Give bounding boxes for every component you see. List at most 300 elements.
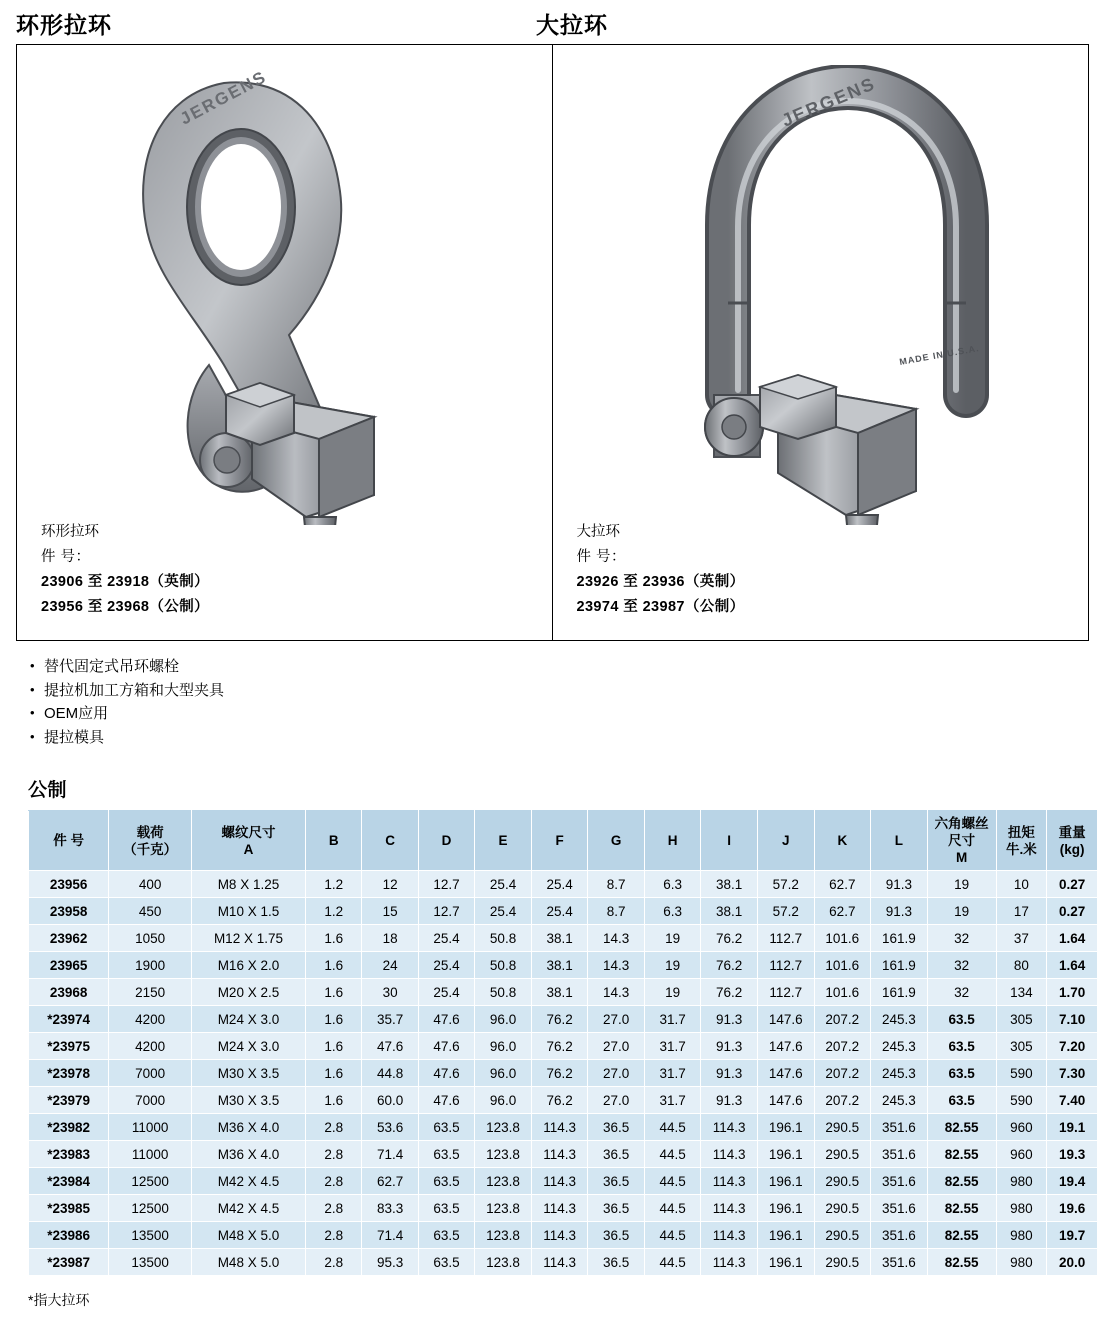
- cell-hex-size: 82.55: [927, 1222, 996, 1249]
- cell-dim-b: 2.8: [306, 1114, 362, 1141]
- th-thread-size: 螺纹尺寸 A: [191, 811, 305, 871]
- cell-dim-i: 114.3: [701, 1222, 758, 1249]
- cell-dim-h: 44.5: [644, 1195, 700, 1222]
- cell-part-number: *23985: [29, 1195, 109, 1222]
- cell-dim-l: 91.3: [871, 898, 928, 925]
- cell-dim-c: 44.8: [362, 1060, 418, 1087]
- cell-dim-f: 76.2: [531, 1033, 588, 1060]
- cell-thread-size: M36 X 4.0: [191, 1141, 305, 1168]
- cell-hex-size: 32: [927, 925, 996, 952]
- th-g: G: [588, 811, 644, 871]
- cell-thread-size: M12 X 1.75: [191, 925, 305, 952]
- cell-torque: 37: [996, 925, 1047, 952]
- list-item: • 替代固定式吊环螺栓: [28, 655, 1087, 679]
- cell-dim-g: 8.7: [588, 871, 644, 898]
- cell-hex-size: 32: [927, 952, 996, 979]
- list-item: • OEM应用: [28, 702, 1087, 726]
- caption-range-metric: 23974 至 23987（公制）: [576, 599, 745, 615]
- cell-dim-k: 207.2: [814, 1060, 871, 1087]
- cell-load: 1050: [109, 925, 192, 952]
- th-load: 载荷 （千克）: [109, 811, 192, 871]
- cell-dim-b: 1.6: [306, 925, 362, 952]
- cell-dim-l: 161.9: [871, 925, 928, 952]
- cell-dim-h: 6.3: [644, 898, 700, 925]
- cell-dim-j: 147.6: [757, 1060, 814, 1087]
- cell-dim-i: 114.3: [701, 1249, 758, 1276]
- cell-dim-k: 207.2: [814, 1087, 871, 1114]
- cell-dim-h: 44.5: [644, 1168, 700, 1195]
- cell-load: 13500: [109, 1222, 192, 1249]
- cell-thread-size: M24 X 3.0: [191, 1033, 305, 1060]
- cell-dim-c: 83.3: [362, 1195, 418, 1222]
- cell-dim-l: 91.3: [871, 871, 928, 898]
- cell-weight: 19.7: [1047, 1222, 1098, 1249]
- cell-dim-i: 91.3: [701, 1006, 758, 1033]
- cell-dim-i: 114.3: [701, 1195, 758, 1222]
- cell-dim-k: 290.5: [814, 1114, 871, 1141]
- caption-range-imperial: 23906 至 23918（英制）: [41, 574, 209, 590]
- table-row: [29, 1168, 1098, 1195]
- cell-dim-l: 351.6: [871, 1141, 928, 1168]
- cell-dim-k: 290.5: [814, 1222, 871, 1249]
- cell-dim-g: 36.5: [588, 1141, 644, 1168]
- cell-dim-i: 38.1: [701, 898, 758, 925]
- th-b: B: [306, 811, 362, 871]
- cell-dim-e: 123.8: [475, 1114, 532, 1141]
- th-torque: 扭矩 牛.米: [996, 811, 1047, 871]
- cell-load: 450: [109, 898, 192, 925]
- cell-dim-g: 36.5: [588, 1114, 644, 1141]
- large-hoist-ring-illustration: [610, 65, 1030, 525]
- cell-dim-d: 25.4: [418, 979, 474, 1006]
- table-row: [29, 1249, 1098, 1276]
- cell-load: 12500: [109, 1195, 192, 1222]
- cell-thread-size: M16 X 2.0: [191, 952, 305, 979]
- caption-range-imperial: 23926 至 23936（英制）: [576, 574, 745, 590]
- svg-text:MADE IN U.S.A.: MADE IN U.S.A.: [898, 343, 981, 367]
- cell-hex-size: 19: [927, 898, 996, 925]
- th-part-number: 件 号: [29, 811, 109, 871]
- svg-text:JERGENS: JERGENS: [177, 67, 271, 129]
- cell-part-number: 23956: [29, 871, 109, 898]
- caption-product-name: 大拉环: [576, 524, 620, 540]
- cell-dim-g: 27.0: [588, 1087, 644, 1114]
- cell-dim-g: 36.5: [588, 1168, 644, 1195]
- cell-part-number: *23984: [29, 1168, 109, 1195]
- cell-dim-e: 123.8: [475, 1249, 532, 1276]
- cell-dim-i: 91.3: [701, 1060, 758, 1087]
- product-image-large-hoist-ring: [553, 65, 1089, 525]
- cell-dim-e: 123.8: [475, 1168, 532, 1195]
- cell-dim-f: 114.3: [531, 1168, 588, 1195]
- cell-weight: 19.6: [1047, 1195, 1098, 1222]
- cell-dim-l: 245.3: [871, 1060, 928, 1087]
- cell-dim-j: 196.1: [757, 1114, 814, 1141]
- table-row: [29, 1033, 1098, 1060]
- list-item: • 提拉机加工方箱和大型夹具: [28, 679, 1087, 703]
- table-body: [29, 871, 1098, 1276]
- page-title-right: 大拉环: [536, 12, 608, 38]
- cell-dim-d: 12.7: [418, 898, 474, 925]
- spec-table: [28, 810, 1098, 1276]
- cell-dim-l: 245.3: [871, 1006, 928, 1033]
- cell-dim-k: 290.5: [814, 1168, 871, 1195]
- cell-dim-g: 36.5: [588, 1249, 644, 1276]
- cell-dim-e: 96.0: [475, 1060, 532, 1087]
- cell-torque: 80: [996, 952, 1047, 979]
- cell-dim-h: 6.3: [644, 871, 700, 898]
- cell-dim-f: 38.1: [531, 925, 588, 952]
- cell-thread-size: M48 X 5.0: [191, 1249, 305, 1276]
- cell-dim-i: 91.3: [701, 1087, 758, 1114]
- caption-product-name: 环形拉环: [41, 524, 99, 540]
- cell-torque: 960: [996, 1141, 1047, 1168]
- cell-weight: 1.64: [1047, 925, 1098, 952]
- cell-dim-i: 114.3: [701, 1114, 758, 1141]
- cell-dim-h: 44.5: [644, 1141, 700, 1168]
- product-image-round-hoist-ring: [17, 65, 552, 525]
- cell-torque: 305: [996, 1006, 1047, 1033]
- list-item: • 提拉模具: [28, 726, 1087, 750]
- product-panels: [16, 44, 1089, 641]
- cell-dim-c: 62.7: [362, 1168, 418, 1195]
- cell-dim-j: 196.1: [757, 1141, 814, 1168]
- cell-load: 7000: [109, 1060, 192, 1087]
- cell-dim-l: 245.3: [871, 1087, 928, 1114]
- cell-dim-b: 2.8: [306, 1141, 362, 1168]
- product-panel-round-hoist-ring: [17, 45, 553, 640]
- table-row: [29, 952, 1098, 979]
- th-i: I: [701, 811, 758, 871]
- table-row: [29, 1087, 1098, 1114]
- cell-torque: 590: [996, 1087, 1047, 1114]
- cell-thread-size: M30 X 3.5: [191, 1060, 305, 1087]
- table-row: [29, 1114, 1098, 1141]
- cell-dim-d: 47.6: [418, 1006, 474, 1033]
- cell-dim-j: 57.2: [757, 871, 814, 898]
- svg-text:JERGENS: JERGENS: [778, 73, 879, 131]
- cell-dim-g: 14.3: [588, 952, 644, 979]
- cell-dim-d: 63.5: [418, 1114, 474, 1141]
- cell-dim-h: 31.7: [644, 1060, 700, 1087]
- th-e: E: [475, 811, 532, 871]
- cell-thread-size: M42 X 4.5: [191, 1195, 305, 1222]
- th-f: F: [531, 811, 588, 871]
- cell-dim-e: 25.4: [475, 871, 532, 898]
- cell-load: 4200: [109, 1033, 192, 1060]
- table-row: [29, 898, 1098, 925]
- cell-dim-g: 8.7: [588, 898, 644, 925]
- cell-dim-b: 1.2: [306, 871, 362, 898]
- cell-dim-e: 50.8: [475, 925, 532, 952]
- cell-torque: 980: [996, 1168, 1047, 1195]
- cell-torque: 980: [996, 1222, 1047, 1249]
- cell-dim-l: 351.6: [871, 1114, 928, 1141]
- caption-part-label: 件 号：: [41, 549, 91, 565]
- table-row: [29, 925, 1098, 952]
- cell-thread-size: M10 X 1.5: [191, 898, 305, 925]
- page-title-left: 环形拉环: [16, 12, 112, 38]
- cell-hex-size: 32: [927, 979, 996, 1006]
- cell-dim-f: 76.2: [531, 1006, 588, 1033]
- product-panel-large-hoist-ring: [553, 45, 1089, 640]
- cell-part-number: *23979: [29, 1087, 109, 1114]
- cell-dim-c: 24: [362, 952, 418, 979]
- cell-dim-b: 1.6: [306, 1060, 362, 1087]
- cell-thread-size: M36 X 4.0: [191, 1114, 305, 1141]
- cell-weight: 19.3: [1047, 1141, 1098, 1168]
- cell-part-number: *23975: [29, 1033, 109, 1060]
- cell-dim-l: 351.6: [871, 1222, 928, 1249]
- th-d: D: [418, 811, 474, 871]
- cell-torque: 134: [996, 979, 1047, 1006]
- table-footnote: *指大拉环: [28, 1292, 90, 1308]
- cell-part-number: *23982: [29, 1114, 109, 1141]
- cell-torque: 305: [996, 1033, 1047, 1060]
- cell-dim-f: 25.4: [531, 871, 588, 898]
- cell-part-number: *23974: [29, 1006, 109, 1033]
- table-row: [29, 1222, 1098, 1249]
- headings-row: [16, 10, 1089, 44]
- cell-dim-c: 95.3: [362, 1249, 418, 1276]
- cell-thread-size: M8 X 1.25: [191, 871, 305, 898]
- cell-load: 11000: [109, 1114, 192, 1141]
- cell-dim-b: 1.6: [306, 952, 362, 979]
- cell-dim-i: 76.2: [701, 925, 758, 952]
- cell-dim-c: 71.4: [362, 1222, 418, 1249]
- cell-dim-j: 112.7: [757, 979, 814, 1006]
- table-row: [29, 979, 1098, 1006]
- feature-bullet-list: [28, 655, 1087, 749]
- cell-hex-size: 82.55: [927, 1249, 996, 1276]
- cell-dim-f: 25.4: [531, 898, 588, 925]
- table-row: [29, 1195, 1098, 1222]
- cell-dim-d: 63.5: [418, 1141, 474, 1168]
- cell-dim-f: 114.3: [531, 1195, 588, 1222]
- cell-dim-c: 60.0: [362, 1087, 418, 1114]
- cell-load: 7000: [109, 1087, 192, 1114]
- cell-dim-h: 44.5: [644, 1222, 700, 1249]
- cell-weight: 0.27: [1047, 871, 1098, 898]
- cell-torque: 980: [996, 1249, 1047, 1276]
- cell-dim-c: 71.4: [362, 1141, 418, 1168]
- cell-dim-c: 53.6: [362, 1114, 418, 1141]
- cell-dim-d: 47.6: [418, 1033, 474, 1060]
- th-l: L: [871, 811, 928, 871]
- cell-dim-c: 35.7: [362, 1006, 418, 1033]
- cell-dim-h: 44.5: [644, 1114, 700, 1141]
- cell-dim-e: 123.8: [475, 1195, 532, 1222]
- cell-weight: 7.30: [1047, 1060, 1098, 1087]
- cell-hex-size: 63.5: [927, 1006, 996, 1033]
- cell-dim-g: 27.0: [588, 1006, 644, 1033]
- cell-dim-e: 96.0: [475, 1006, 532, 1033]
- cell-dim-c: 18: [362, 925, 418, 952]
- table-row: [29, 871, 1098, 898]
- cell-dim-h: 31.7: [644, 1006, 700, 1033]
- cell-dim-b: 2.8: [306, 1249, 362, 1276]
- cell-dim-e: 50.8: [475, 952, 532, 979]
- cell-dim-f: 38.1: [531, 979, 588, 1006]
- cell-dim-h: 44.5: [644, 1249, 700, 1276]
- cell-dim-e: 50.8: [475, 979, 532, 1006]
- cell-weight: 7.40: [1047, 1087, 1098, 1114]
- cell-hex-size: 82.55: [927, 1168, 996, 1195]
- cell-part-number: 23962: [29, 925, 109, 952]
- cell-load: 1900: [109, 952, 192, 979]
- cell-dim-j: 196.1: [757, 1195, 814, 1222]
- th-j: J: [757, 811, 814, 871]
- cell-part-number: 23965: [29, 952, 109, 979]
- cell-torque: 980: [996, 1195, 1047, 1222]
- cell-dim-k: 101.6: [814, 979, 871, 1006]
- table-header-row: [29, 811, 1098, 871]
- table-row: [29, 1141, 1098, 1168]
- cell-dim-c: 12: [362, 871, 418, 898]
- cell-dim-j: 147.6: [757, 1006, 814, 1033]
- cell-dim-j: 147.6: [757, 1033, 814, 1060]
- cell-dim-b: 2.8: [306, 1222, 362, 1249]
- th-weight: 重量 (kg): [1047, 811, 1098, 871]
- cell-torque: 10: [996, 871, 1047, 898]
- cell-dim-k: 290.5: [814, 1249, 871, 1276]
- cell-dim-h: 19: [644, 979, 700, 1006]
- cell-dim-i: 114.3: [701, 1141, 758, 1168]
- cell-part-number: *23987: [29, 1249, 109, 1276]
- round-hoist-ring-illustration: [74, 65, 494, 525]
- caption-range-metric: 23956 至 23968（公制）: [41, 599, 209, 615]
- cell-dim-e: 123.8: [475, 1222, 532, 1249]
- cell-dim-f: 114.3: [531, 1222, 588, 1249]
- cell-load: 12500: [109, 1168, 192, 1195]
- cell-dim-j: 196.1: [757, 1168, 814, 1195]
- cell-dim-d: 63.5: [418, 1222, 474, 1249]
- cell-dim-j: 196.1: [757, 1249, 814, 1276]
- cell-part-number: *23983: [29, 1141, 109, 1168]
- cell-dim-j: 196.1: [757, 1222, 814, 1249]
- cell-dim-k: 207.2: [814, 1006, 871, 1033]
- cell-dim-j: 147.6: [757, 1087, 814, 1114]
- cell-dim-k: 62.7: [814, 898, 871, 925]
- th-h: H: [644, 811, 700, 871]
- cell-hex-size: 63.5: [927, 1087, 996, 1114]
- cell-dim-f: 114.3: [531, 1114, 588, 1141]
- cell-weight: 7.10: [1047, 1006, 1098, 1033]
- cell-dim-e: 123.8: [475, 1141, 532, 1168]
- cell-dim-g: 36.5: [588, 1222, 644, 1249]
- cell-dim-l: 351.6: [871, 1195, 928, 1222]
- cell-weight: 20.0: [1047, 1249, 1098, 1276]
- cell-dim-d: 63.5: [418, 1249, 474, 1276]
- cell-load: 2150: [109, 979, 192, 1006]
- cell-dim-g: 14.3: [588, 979, 644, 1006]
- cell-dim-j: 112.7: [757, 952, 814, 979]
- section-title-metric: 公制: [28, 780, 68, 801]
- cell-dim-j: 112.7: [757, 925, 814, 952]
- cell-dim-b: 1.6: [306, 1006, 362, 1033]
- cell-thread-size: M48 X 5.0: [191, 1222, 305, 1249]
- cell-dim-h: 19: [644, 952, 700, 979]
- th-k: K: [814, 811, 871, 871]
- cell-dim-f: 76.2: [531, 1060, 588, 1087]
- cell-dim-b: 1.2: [306, 898, 362, 925]
- cell-hex-size: 82.55: [927, 1114, 996, 1141]
- cell-weight: 1.70: [1047, 979, 1098, 1006]
- cell-load: 400: [109, 871, 192, 898]
- cell-dim-l: 351.6: [871, 1249, 928, 1276]
- cell-load: 13500: [109, 1249, 192, 1276]
- cell-dim-f: 38.1: [531, 952, 588, 979]
- cell-dim-l: 351.6: [871, 1168, 928, 1195]
- cell-load: 4200: [109, 1006, 192, 1033]
- cell-dim-l: 161.9: [871, 952, 928, 979]
- cell-dim-g: 27.0: [588, 1060, 644, 1087]
- cell-dim-i: 76.2: [701, 952, 758, 979]
- cell-thread-size: M30 X 3.5: [191, 1087, 305, 1114]
- cell-dim-b: 1.6: [306, 979, 362, 1006]
- cell-dim-d: 47.6: [418, 1060, 474, 1087]
- table-row: [29, 1060, 1098, 1087]
- cell-dim-k: 290.5: [814, 1195, 871, 1222]
- cell-dim-i: 91.3: [701, 1033, 758, 1060]
- table-row: [29, 1006, 1098, 1033]
- cell-dim-b: 1.6: [306, 1087, 362, 1114]
- caption-part-label: 件 号：: [576, 549, 627, 565]
- cell-dim-g: 14.3: [588, 925, 644, 952]
- cell-thread-size: M42 X 4.5: [191, 1168, 305, 1195]
- cell-torque: 960: [996, 1114, 1047, 1141]
- th-c: C: [362, 811, 418, 871]
- cell-hex-size: 63.5: [927, 1060, 996, 1087]
- cell-dim-b: 2.8: [306, 1195, 362, 1222]
- cell-dim-d: 47.6: [418, 1087, 474, 1114]
- cell-dim-h: 19: [644, 925, 700, 952]
- cell-dim-h: 31.7: [644, 1087, 700, 1114]
- cell-dim-f: 76.2: [531, 1087, 588, 1114]
- cell-dim-d: 25.4: [418, 925, 474, 952]
- cell-hex-size: 82.55: [927, 1141, 996, 1168]
- cell-dim-k: 207.2: [814, 1033, 871, 1060]
- cell-dim-k: 101.6: [814, 952, 871, 979]
- cell-dim-k: 101.6: [814, 925, 871, 952]
- cell-dim-d: 25.4: [418, 952, 474, 979]
- cell-weight: 19.4: [1047, 1168, 1098, 1195]
- cell-hex-size: 63.5: [927, 1033, 996, 1060]
- cell-dim-i: 114.3: [701, 1168, 758, 1195]
- caption-right: [577, 520, 745, 620]
- cell-part-number: 23958: [29, 898, 109, 925]
- cell-dim-c: 15: [362, 898, 418, 925]
- cell-dim-e: 25.4: [475, 898, 532, 925]
- cell-dim-d: 63.5: [418, 1195, 474, 1222]
- cell-load: 11000: [109, 1141, 192, 1168]
- cell-dim-c: 30: [362, 979, 418, 1006]
- cell-thread-size: M20 X 2.5: [191, 979, 305, 1006]
- cell-torque: 590: [996, 1060, 1047, 1087]
- cell-hex-size: 82.55: [927, 1195, 996, 1222]
- cell-weight: 19.1: [1047, 1114, 1098, 1141]
- cell-dim-j: 57.2: [757, 898, 814, 925]
- cell-dim-c: 47.6: [362, 1033, 418, 1060]
- cell-dim-g: 36.5: [588, 1195, 644, 1222]
- caption-left: [41, 520, 209, 620]
- cell-dim-i: 76.2: [701, 979, 758, 1006]
- cell-part-number: *23986: [29, 1222, 109, 1249]
- cell-weight: 7.20: [1047, 1033, 1098, 1060]
- cell-dim-f: 114.3: [531, 1249, 588, 1276]
- cell-hex-size: 19: [927, 871, 996, 898]
- cell-torque: 17: [996, 898, 1047, 925]
